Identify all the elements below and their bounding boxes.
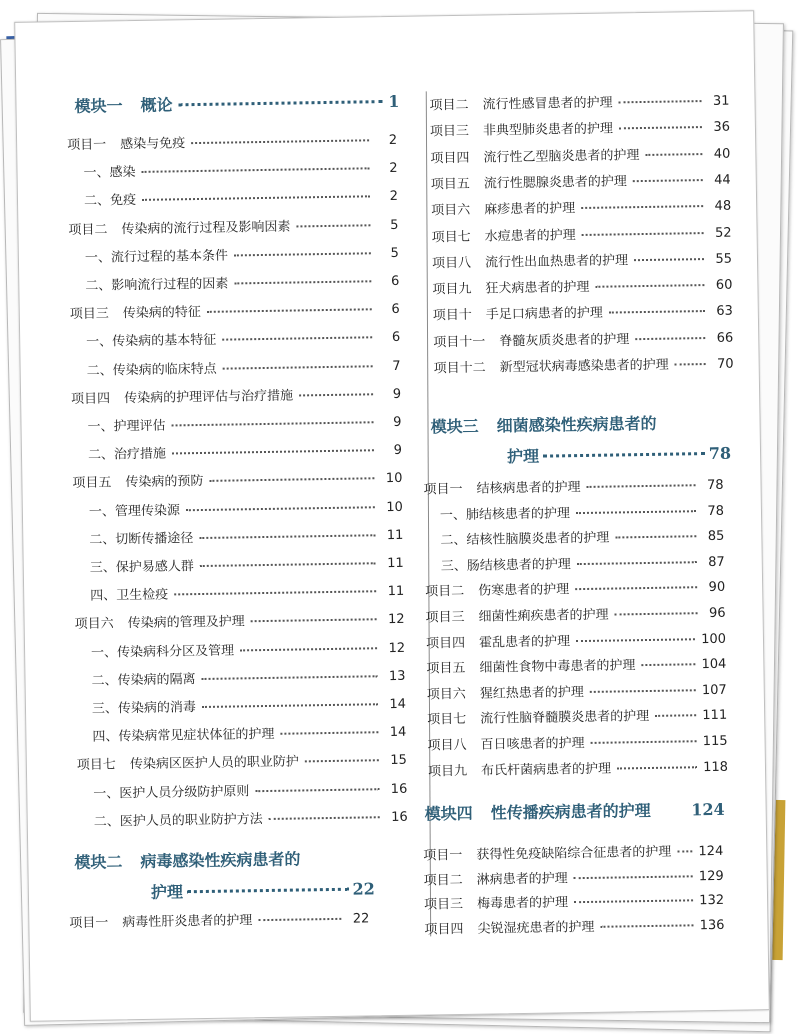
module-prefix: 模块三 bbox=[430, 416, 479, 437]
leader-dots bbox=[615, 612, 698, 615]
entry-title: 流行性腮腺炎患者的护理 bbox=[483, 174, 627, 192]
entry-page: 6 bbox=[391, 302, 400, 318]
entry-title: 一、感染 bbox=[83, 165, 136, 181]
entry-page: 90 bbox=[708, 580, 726, 596]
entry-page: 104 bbox=[701, 656, 727, 673]
toc-entry bbox=[424, 913, 724, 944]
module-heading bbox=[424, 797, 724, 825]
leader-dots bbox=[251, 619, 377, 623]
toc-subentry bbox=[89, 495, 403, 526]
entry-title: 一、传染病科分区及管理 bbox=[90, 643, 235, 661]
entry-prefix: 项目九 bbox=[432, 281, 472, 298]
leader-dots bbox=[641, 663, 695, 666]
toc-subentry bbox=[85, 270, 399, 301]
entry-prefix: 项目三 bbox=[423, 896, 464, 913]
leader-dots bbox=[609, 310, 705, 314]
entry-title: 二、传染病的隔离 bbox=[91, 671, 196, 689]
leader-dots bbox=[142, 196, 370, 202]
toc-subentry bbox=[89, 524, 403, 555]
leader-dots bbox=[191, 139, 369, 144]
toc-entry bbox=[72, 467, 402, 498]
leader-dots bbox=[199, 534, 375, 539]
entry-title: 流行性脑脊髓膜炎患者的护理 bbox=[480, 709, 650, 728]
entry-title: 细菌性痢疾患者的护理 bbox=[478, 607, 609, 625]
leader-dots bbox=[296, 224, 370, 227]
entry-page: 85 bbox=[707, 528, 725, 545]
entry-title: 流行性乙型脑炎患者的护理 bbox=[483, 147, 640, 166]
leader-dots bbox=[587, 484, 696, 488]
entry-page: 9 bbox=[393, 414, 402, 430]
entry-prefix: 项目八 bbox=[427, 737, 467, 754]
toc-entry bbox=[71, 383, 401, 414]
toc-entry bbox=[69, 907, 369, 938]
entry-prefix: 项目四 bbox=[424, 921, 464, 938]
entry-prefix: 项目二 bbox=[68, 222, 108, 238]
leader-dots bbox=[600, 924, 693, 927]
leader-dots bbox=[172, 449, 374, 454]
leader-dots bbox=[269, 816, 380, 820]
leader-dots bbox=[576, 510, 696, 514]
leader-dots bbox=[619, 100, 702, 103]
leader-dots bbox=[187, 888, 349, 894]
entry-title: 获得性免疫缺陷综合征患者的护理 bbox=[476, 844, 672, 863]
entry-prefix: 项目二 bbox=[423, 872, 463, 889]
entry-page: 6 bbox=[391, 330, 401, 346]
leader-dots bbox=[677, 850, 692, 852]
entry-prefix: 项目一 bbox=[69, 915, 109, 932]
entry-page: 14 bbox=[389, 724, 407, 741]
entry-page: 16 bbox=[391, 809, 408, 825]
entry-title: 三、肠结核患者的护理 bbox=[440, 556, 571, 575]
entry-title: 猩红热患者的护理 bbox=[479, 684, 584, 702]
entry-prefix: 项目二 bbox=[425, 584, 465, 600]
entry-title: 伤寒患者的护理 bbox=[478, 582, 570, 600]
entry-title: 布氏杆菌病患者的护理 bbox=[480, 761, 612, 779]
toc-subentry bbox=[91, 665, 405, 696]
entry-prefix: 项目四 bbox=[425, 635, 466, 652]
entry-page: 52 bbox=[714, 225, 732, 241]
entry-page: 111 bbox=[702, 708, 728, 724]
leader-dots bbox=[299, 393, 373, 396]
toc-page bbox=[14, 10, 770, 1022]
toc-subentry bbox=[90, 552, 404, 583]
entry-title: 传染病的流行过程及影响因素 bbox=[121, 219, 291, 237]
module-prefix: 模块四 bbox=[424, 803, 473, 824]
leader-dots bbox=[634, 258, 704, 261]
leader-dots bbox=[581, 205, 703, 209]
leader-dots bbox=[575, 587, 697, 591]
entry-title: 二、医护人员的职业防护方法 bbox=[93, 811, 263, 830]
entry-title: 梅毒患者的护理 bbox=[477, 895, 569, 912]
entry-title: 传染病的特征 bbox=[122, 305, 201, 322]
leader-dots bbox=[595, 284, 704, 288]
leader-dots bbox=[209, 478, 374, 483]
entry-title: 三、传染病的消毒 bbox=[91, 700, 197, 717]
leader-dots bbox=[305, 760, 379, 763]
entry-prefix: 项目八 bbox=[431, 255, 472, 272]
module-title-cont: 护理 bbox=[506, 446, 540, 467]
toc-subentry bbox=[83, 157, 397, 188]
leader-dots bbox=[615, 535, 696, 538]
entry-page: 12 bbox=[387, 612, 405, 628]
toc-entry bbox=[74, 608, 404, 639]
entry-title: 非典型肺炎患者的护理 bbox=[482, 121, 614, 139]
module-prefix: 模块二 bbox=[74, 852, 123, 873]
toc-subentry bbox=[84, 185, 398, 216]
leader-dots bbox=[179, 100, 383, 106]
entry-title: 四、卫生检疫 bbox=[90, 587, 169, 604]
leader-dots bbox=[543, 452, 705, 458]
module-title: 概论 bbox=[140, 95, 173, 115]
entry-prefix: 项目四 bbox=[430, 150, 470, 166]
toc-subentry bbox=[91, 636, 405, 667]
entry-prefix: 项目九 bbox=[427, 763, 468, 780]
toc-entry bbox=[428, 755, 728, 786]
entry-title: 尖锐湿疣患者的护理 bbox=[477, 919, 595, 937]
entry-title: 狂犬病患者的护理 bbox=[485, 279, 590, 297]
entry-title: 三、保护易感人群 bbox=[89, 559, 194, 576]
module-heading bbox=[430, 410, 731, 469]
leader-dots bbox=[675, 363, 706, 365]
leader-dots bbox=[577, 561, 697, 565]
module-prefix: 模块一 bbox=[74, 96, 123, 116]
entry-page: 78 bbox=[707, 503, 725, 519]
entry-page: 12 bbox=[388, 640, 406, 656]
entry-page: 22 bbox=[352, 911, 370, 927]
toc-entry bbox=[70, 298, 400, 329]
entry-prefix: 项目五 bbox=[430, 176, 470, 193]
module-heading bbox=[74, 89, 399, 117]
entry-title: 一、医护人员分级防护原则 bbox=[93, 783, 250, 802]
entry-page: 2 bbox=[388, 132, 398, 149]
toc-subentry bbox=[90, 580, 404, 611]
entry-title: 一、管理传染源 bbox=[88, 502, 181, 520]
entry-page: 118 bbox=[703, 759, 729, 775]
leader-dots bbox=[590, 689, 696, 693]
entry-title: 霍乱患者的护理 bbox=[478, 633, 571, 651]
entry-prefix: 项目一 bbox=[67, 137, 107, 154]
toc-subentry bbox=[87, 354, 401, 385]
leader-dots bbox=[174, 590, 376, 595]
entry-page: 9 bbox=[393, 443, 403, 459]
entry-page: 70 bbox=[716, 356, 734, 372]
module-title: 病毒感染性疾病患者的 bbox=[140, 849, 301, 871]
entry-page: 129 bbox=[698, 868, 724, 884]
toc-subentry bbox=[93, 777, 407, 808]
entry-prefix: 项目一 bbox=[423, 481, 463, 498]
module-title-cont: 护理 bbox=[150, 882, 184, 902]
leader-dots bbox=[645, 153, 702, 156]
entry-page: 36 bbox=[713, 119, 731, 136]
entry-page: 60 bbox=[715, 277, 733, 293]
entry-prefix: 项目三 bbox=[425, 609, 465, 626]
entry-prefix: 项目十一 bbox=[433, 334, 486, 351]
leader-dots bbox=[582, 232, 704, 236]
entry-page: 7 bbox=[392, 358, 401, 374]
entry-prefix: 项目六 bbox=[431, 202, 471, 219]
entry-page: 100 bbox=[701, 631, 727, 647]
entry-title: 传染病的护理评估与治疗措施 bbox=[124, 388, 294, 406]
entry-title: 新型冠状病毒感染患者的护理 bbox=[499, 357, 669, 376]
leader-dots bbox=[619, 126, 702, 129]
entry-title: 一、流行过程的基本条件 bbox=[84, 248, 229, 266]
entry-page: 55 bbox=[715, 251, 733, 267]
entry-title: 四、传染病常见症状体征的护理 bbox=[92, 727, 275, 745]
leader-dots bbox=[207, 308, 372, 313]
entry-prefix: 项目七 bbox=[76, 757, 117, 774]
module-title: 细菌感染性疾病患者的 bbox=[496, 413, 657, 436]
leader-dots bbox=[240, 647, 377, 651]
entry-page: 96 bbox=[708, 605, 726, 622]
leader-dots bbox=[617, 766, 697, 769]
entry-title: 二、结核性脑膜炎患者的护理 bbox=[440, 530, 610, 549]
entry-title: 流行性出血热患者的护理 bbox=[484, 253, 629, 271]
entry-prefix: 项目七 bbox=[427, 712, 467, 728]
entry-page: 16 bbox=[390, 781, 408, 797]
leader-dots bbox=[655, 715, 696, 718]
entry-title: 一、肺结核患者的护理 bbox=[439, 505, 571, 523]
entry-title: 二、切断传播途径 bbox=[89, 530, 194, 548]
entry-page: 87 bbox=[708, 554, 725, 570]
leader-dots bbox=[172, 421, 374, 426]
entry-title: 二、免疫 bbox=[83, 193, 137, 210]
entry-title: 淋病患者的护理 bbox=[476, 870, 568, 888]
entry-page: 5 bbox=[390, 245, 399, 261]
entry-title: 病毒性肝炎患者的护理 bbox=[122, 913, 253, 931]
leader-dots bbox=[255, 788, 379, 792]
leader-dots bbox=[223, 365, 373, 369]
entry-title: 流行性感冒患者的护理 bbox=[482, 95, 613, 113]
entry-prefix: 项目五 bbox=[72, 475, 112, 492]
entry-page: 2 bbox=[389, 161, 398, 177]
entry-title: 感染与免疫 bbox=[120, 136, 186, 153]
leader-dots bbox=[234, 280, 371, 284]
leader-dots bbox=[186, 506, 375, 511]
entry-page: 13 bbox=[388, 668, 406, 684]
entry-page: 132 bbox=[699, 892, 725, 909]
entry-page: 44 bbox=[714, 172, 731, 188]
entry-prefix: 项目一 bbox=[423, 847, 463, 864]
entry-page: 48 bbox=[714, 198, 732, 215]
module-page: 124 bbox=[691, 799, 725, 820]
entry-title: 细菌性食物中毒患者的护理 bbox=[479, 658, 636, 676]
leader-dots bbox=[574, 875, 693, 879]
entry-page: 6 bbox=[390, 273, 400, 289]
entry-page: 15 bbox=[390, 753, 407, 769]
entry-page: 9 bbox=[392, 386, 402, 402]
entry-page: 31 bbox=[712, 93, 730, 109]
entry-title: 传染病的管理及护理 bbox=[127, 614, 245, 632]
module-title: 性传播疾病患者的护理 bbox=[490, 800, 651, 823]
toc-subentry bbox=[92, 693, 406, 724]
toc-entry bbox=[67, 129, 397, 160]
module-heading bbox=[74, 845, 375, 904]
entry-page: 14 bbox=[389, 696, 407, 713]
entry-title: 百日咳患者的护理 bbox=[480, 736, 585, 753]
entry-page: 40 bbox=[713, 146, 731, 162]
toc-subentry bbox=[85, 242, 399, 273]
toc-entry bbox=[434, 353, 734, 384]
entry-page: 11 bbox=[387, 584, 405, 600]
entry-page: 136 bbox=[699, 917, 725, 933]
leader-dots bbox=[142, 167, 370, 173]
toc-entry bbox=[77, 749, 407, 780]
leader-dots bbox=[635, 337, 705, 340]
entry-prefix: 项目十二 bbox=[433, 360, 486, 377]
entry-title: 水痘患者的护理 bbox=[484, 227, 576, 245]
toc-subentry bbox=[88, 439, 402, 470]
entry-title: 结核病患者的护理 bbox=[476, 480, 581, 497]
entry-prefix: 项目十 bbox=[432, 308, 472, 324]
entry-prefix: 项目四 bbox=[71, 391, 111, 407]
entry-title: 脊髓灰质炎患者的护理 bbox=[499, 331, 630, 349]
entry-prefix: 项目七 bbox=[431, 229, 471, 245]
entry-title: 麻疹患者的护理 bbox=[484, 201, 576, 218]
entry-prefix: 项目二 bbox=[429, 97, 469, 114]
entry-title: 二、传染病的临床特点 bbox=[86, 361, 217, 379]
entry-title: 二、治疗措施 bbox=[87, 446, 167, 463]
leader-dots bbox=[200, 562, 376, 567]
entry-prefix: 项目六 bbox=[74, 616, 114, 633]
toc-subentry bbox=[87, 411, 401, 442]
leader-dots bbox=[280, 731, 378, 735]
entry-page: 115 bbox=[702, 733, 728, 750]
leader-dots bbox=[576, 638, 695, 642]
leader-dots bbox=[202, 703, 378, 708]
leader-dots bbox=[258, 918, 341, 921]
entry-page: 11 bbox=[387, 555, 404, 572]
toc-subentry bbox=[94, 806, 408, 837]
entry-title: 手足口病患者的护理 bbox=[485, 306, 603, 323]
leader-dots bbox=[234, 252, 371, 256]
entry-page: 63 bbox=[716, 304, 733, 320]
toc-subentry bbox=[92, 721, 406, 752]
leader-dots bbox=[633, 179, 703, 182]
entry-prefix: 项目三 bbox=[69, 306, 109, 323]
entry-title: 二、影响流行过程的因素 bbox=[85, 276, 229, 294]
entry-prefix: 项目六 bbox=[426, 686, 466, 703]
entry-title: 传染病区医护人员的职业防护 bbox=[129, 754, 300, 773]
entry-page: 2 bbox=[389, 189, 399, 205]
entry-page: 5 bbox=[390, 217, 399, 233]
entry-prefix: 项目三 bbox=[429, 124, 470, 140]
leader-dots bbox=[202, 675, 378, 680]
entry-page: 78 bbox=[706, 477, 724, 494]
entry-page: 107 bbox=[701, 682, 727, 698]
module-page: 1 bbox=[388, 91, 400, 112]
entry-title: 一、护理评估 bbox=[87, 418, 166, 435]
leader-dots bbox=[574, 899, 693, 903]
leader-dots bbox=[591, 740, 697, 744]
module-page: 22 bbox=[352, 879, 376, 899]
entry-title: 一、传染病的基本特征 bbox=[86, 333, 217, 351]
entry-page: 124 bbox=[698, 843, 724, 860]
module-page: 78 bbox=[708, 443, 732, 464]
leader-dots bbox=[222, 337, 372, 341]
entry-title: 传染病的预防 bbox=[125, 474, 204, 491]
toc-subentry bbox=[86, 326, 400, 357]
entry-prefix: 项目五 bbox=[426, 661, 466, 677]
entry-page: 11 bbox=[386, 527, 404, 543]
entry-page: 10 bbox=[386, 499, 403, 515]
toc-entry bbox=[68, 213, 398, 244]
entry-page: 10 bbox=[385, 471, 403, 487]
entry-page: 66 bbox=[716, 330, 734, 346]
